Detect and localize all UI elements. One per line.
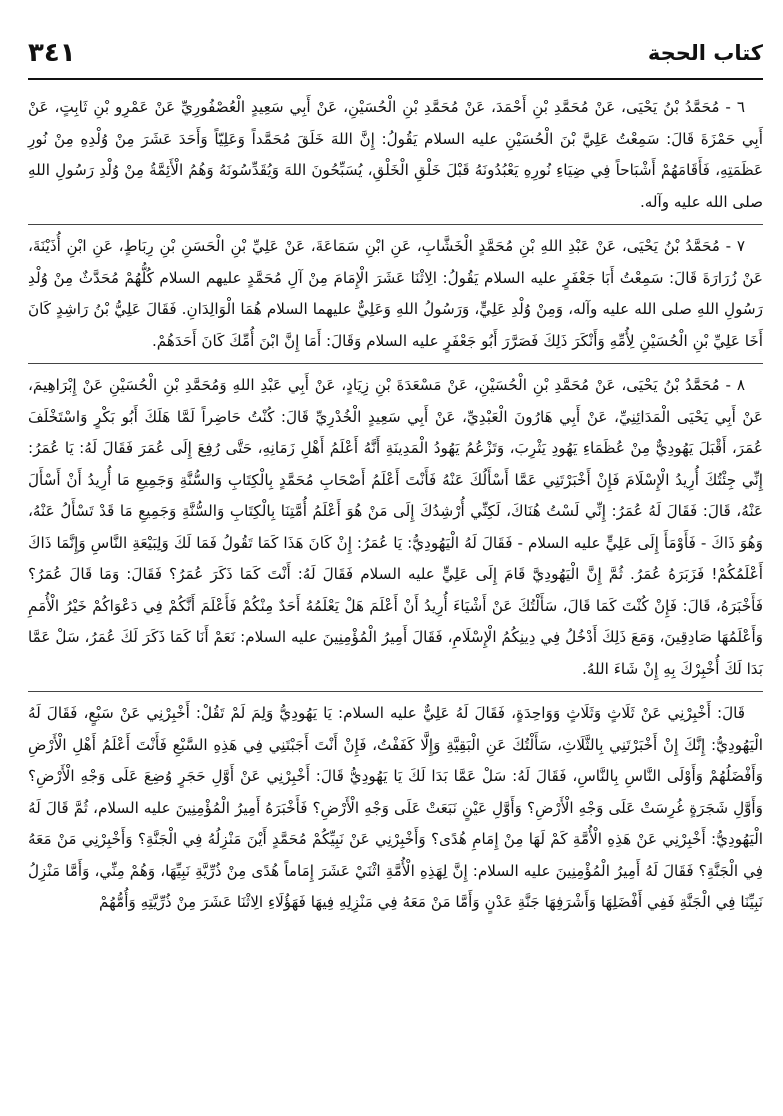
hadith-paragraph-6: ٦ - مُحَمَّدُ بْنُ يَحْيَى، عَنْ مُحَمَّدِ بْنِ أَحْمَدَ، عَنْ مُحَمَّدِ بْنِ الْحُسَيْنِ، عَنْ أَبِي سَعِيدٍ الْعُصْفُورِيِّ عَنْ عَمْرِو بْنِ ثَابِتٍ، عَنْ أَبِي حَمْزَةَ قَالَ: سَمِعْتُ عَلِيَّ بْنَ الْحُسَيْنِ عليه السلام يَقُولُ: إِنَّ اللهَ خَلَقَ مُحَمَّداً وَعَلِيّاً وَأَحَدَ عَشَرَ مِنْ وُلْدِهِ مِنْ نُورِ عَظَمَتِهِ، فَأَقَامَهُمْ أَشْبَاحاً فِي ضِيَاءِ نُورِهِ يَعْبُدُونَهُ قَبْلَ خَلْقِ الْخَلْقِ، يُسَبِّحُونَ اللهَ وَيُقَدِّسُونَهُ وَهُمُ الْأَئِمَّةُ مِنْ وُلْدِ رَسُولِ اللهِ صلى الله عليه وآله.	[28, 98, 763, 211]
paragraph-divider	[28, 363, 763, 364]
paragraph-divider	[28, 691, 763, 692]
header-rule	[28, 78, 763, 80]
paragraph-divider	[28, 224, 763, 225]
page-number: ٣٤١	[28, 38, 76, 68]
book-title: كتاب الحجة	[647, 41, 763, 65]
page-header	[28, 30, 763, 76]
page-body	[28, 92, 763, 1102]
hadith-paragraph-8: ٨ - مُحَمَّدُ بْنُ يَحْيَى، عَنْ مُحَمَّدِ بْنِ الْحُسَيْنِ، عَنْ مَسْعَدَةَ بْنِ زِيَادٍ، عَنْ أَبِي عَبْدِ اللهِ وَمُحَمَّدِ بْنِ الْحُسَيْنِ عَنْ إِبْرَاهِيمَ، عَنْ أَبِي يَحْيَى الْمَدَائِنِيِّ، عَنْ أَبِي هَارُونَ الْعَبْدِيِّ، عَنْ أَبِي سَعِيدٍ الْخُدْرِيِّ قَالَ: كُنْتُ حَاضِراً لَمَّا هَلَكَ أَبُو بَكْرٍ وَاسْتَخْلَفَ عُمَرَ، أَقْبَلَ يَهُودِيٌّ مِنْ عُظَمَاءِ يَهُودِ يَثْرِبَ، وَتَزْعُمُ يَهُودُ الْمَدِينَةِ أَنَّهُ أَعْلَمُ أَهْلِ زَمَانِهِ، حَتَّى رُفِعَ إِلَى عُمَرَ فَقَالَ لَهُ: يَا عُمَرُ: إِنِّي جِئْتُكَ أُرِيدُ الْإِسْلَامَ فَإِنْ أَخْبَرْتَنِي عَمَّا أَسْأَلُكَ عَنْهُ فَأَنْتَ أَعْلَمُ أَصْحَابِ مُحَمَّدٍ بِالْكِتَابِ وَالسُّنَّةِ وَجَمِيعِ مَا أُرِيدُ أَنْ أَسْأَلَ عَنْهُ، قَالَ: فَقَالَ لَهُ عُمَرُ: إِنِّي لَسْتُ هُنَاكَ، لَكِنِّي أُرْشِدُكَ إِلَى مَنْ هُوَ أَعْلَمُ أُمَّتِنَا بِالْكِتَابِ وَالسُّنَّةِ وَجَمِيعِ مَا قَدْ تَسْأَلُ عَنْهُ، وَهُوَ ذَاكَ - فَأَوْمَأَ إِلَى عَلِيٍّ عليه السلام - فَقَالَ لَهُ الْيَهُودِيُّ: يَا عُمَرُ: إِنْ كَانَ هَذَا كَمَا تَقُولُ فَمَا لَكَ وَلِبَيْعَةِ النَّاسِ وَإِنَّمَا ذَاكَ أَعْلَمُكُمْ! فَزَبَرَهُ عُمَرُ. ثُمَّ إِنَّ الْيَهُودِيَّ قَامَ إِلَى عَلِيٍّ عليه السلام فَقَالَ لَهُ: أَنْتَ كَمَا ذَكَرَ عُمَرُ؟ فَقَالَ: وَمَا قَالَ عُمَرُ؟ فَأَخْبَرَهُ، قَالَ: فَإِنْ كُنْتَ كَمَا قَالَ، سَأَلْتُكَ عَنْ أَشْيَاءَ أُرِيدُ أَنْ أَعْلَمَ هَلْ يَعْلَمُهُ أَحَدٌ مِنْكُمْ فَأَعْلَمَ أَنَّكُمْ فِي دَعْوَاكُمْ خَيْرُ الْأُمَمِ وَأَعْلَمُهَا صَادِقِينَ، وَمَعَ ذَلِكَ أَدْخُلُ فِي دِينِكُمُ الْإِسْلَامِ، فَقَالَ أَمِيرُ الْمُؤْمِنِينَ عليه السلام: نَعَمْ أَنَا كَمَا ذَكَرَ لَكَ عُمَرُ، سَلْ عَمَّا بَدَا لَكَ أُخْبِرْكَ بِهِ إِنْ شَاءَ اللهُ.	[28, 376, 763, 678]
hadith-paragraph-7: ٧ - مُحَمَّدُ بْنُ يَحْيَى، عَنْ عَبْدِ اللهِ بْنِ مُحَمَّدٍ الْخَشَّابِ، عَنِ ابْنِ سَمَاعَةَ، عَنْ عَلِيِّ بْنِ الْحَسَنِ بْنِ رِبَاطٍ، عَنِ ابْنِ أُذَيْنَةَ، عَنْ زُرَارَةَ قَالَ: سَمِعْتُ أَبَا جَعْفَرٍ عليه السلام يَقُولُ: الِاثْنَا عَشَرَ الْإِمَامَ مِنْ آلِ مُحَمَّدٍ عليهم السلام كُلُّهُمْ مُحَدَّثٌ مِنْ وُلْدِ رَسُولِ اللهِ صلى الله عليه وآله، وَمِنْ وُلْدِ عَلِيٍّ، وَرَسُولُ اللهِ وَعَلِيٌّ عليهما السلام هُمَا الْوَالِدَانِ. فَقَالَ عَلِيُّ بْنُ رَاشِدٍ كَانَ أَخَا عَلِيِّ بْنِ الْحُسَيْنِ لِأُمِّهِ وَأَنْكَرَ ذَلِكَ فَصَرَّرَ أَبُو جَعْفَرٍ عليه السلام وَقَالَ: أَمَا إِنَّ ابْنَ أُمِّكَ كَانَ أَحَدَهُمْ.	[28, 237, 763, 350]
hadith-paragraph-8-continued: قَالَ: أَخْبِرْنِي عَنْ ثَلَاثٍ وَثَلَاثٍ وَوَاحِدَةٍ، فَقَالَ لَهُ عَلِيٌّ عليه السلام: يَا يَهُودِيُّ وَلِمَ لَمْ تَقُلْ: أَخْبِرْنِي عَنْ سَبْعٍ، فَقَالَ لَهُ الْيَهُودِيُّ: إِنَّكَ إِنْ أَخْبَرْتَنِي بِالثَّلَاثِ، سَأَلْتُكَ عَنِ الْبَقِيَّةِ وَإِلَّا كَفَفْتُ، فَإِنْ أَنْتَ أَجَبْتَنِي فِي هَذِهِ السَّبْعِ فَأَنْتَ أَعْلَمُ أَهْلِ الْأَرْضِ وَأَفْضَلُهُمْ وَأَوْلَى النَّاسِ بِالنَّاسِ، فَقَالَ لَهُ: سَلْ عَمَّا بَدَا لَكَ يَا يَهُودِيُّ قَالَ: أَخْبِرْنِي عَنْ أَوَّلِ حَجَرٍ وُضِعَ عَلَى وَجْهِ الْأَرْضِ؟ وَأَوَّلِ شَجَرَةٍ غُرِسَتْ عَلَى وَجْهِ الْأَرْضِ؟ وَأَوَّلِ عَيْنٍ نَبَعَتْ عَلَى وَجْهِ الْأَرْضِ؟ فَأَخْبَرَهُ أَمِيرُ الْمُؤْمِنِينَ عليه السلام، ثُمَّ قَالَ لَهُ الْيَهُودِيُّ: أَخْبِرْنِي عَنْ هَذِهِ الْأُمَّةِ كَمْ لَهَا مِنْ إِمَامِ هُدًى؟ وَأَخْبِرْنِي عَنْ نَبِيِّكُمْ مُحَمَّدٍ أَيْنَ مَنْزِلُهُ فِي الْجَنَّةِ؟ وَأَخْبِرْنِي مَنْ مَعَهُ فِي الْجَنَّةِ؟ فَقَالَ لَهُ أَمِيرُ الْمُؤْمِنِينَ عليه السلام: إِنَّ لِهَذِهِ الْأُمَّةِ اثْنَيْ عَشَرَ إِمَاماً هُدًى مِنْ ذُرِّيَّةِ نَبِيِّهَا، وَهُمْ مِنِّي، وَأَمَّا مَنْزِلُ نَبِيِّنَا فِي الْجَنَّةِ فَفِي أَفْضَلِهَا وَأَشْرَفِهَا جَنَّةِ عَدْنٍ وَأَمَّا مَنْ مَعَهُ فِي مَنْزِلِهِ فِيهَا فَهَؤُلَاءِ الِاثْنَا عَشَرَ مِنْ ذُرِّيَّتِهِ وَأُمُّهُمْ	[28, 704, 763, 911]
